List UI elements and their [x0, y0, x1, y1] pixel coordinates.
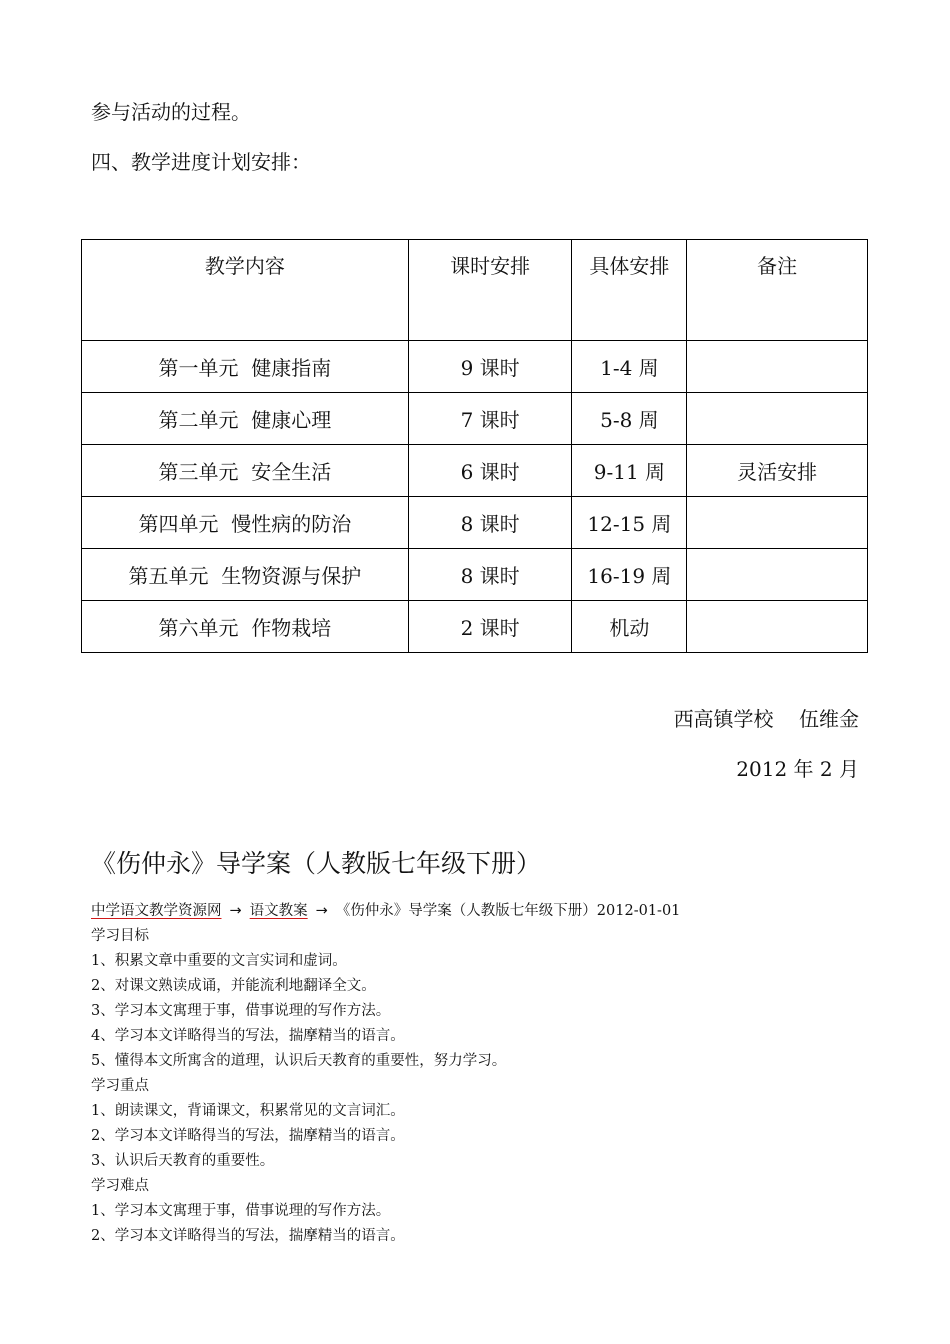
- intro-line: 参与活动的过程。: [91, 100, 251, 124]
- breadcrumb-arrow: →: [229, 903, 242, 919]
- header-cell: 课时安排: [408, 240, 572, 341]
- table-row: [82, 393, 868, 445]
- unit-cell: 第一单元 健康指南: [82, 341, 409, 393]
- weeks-cell: 9-11 周: [572, 445, 687, 497]
- weeks-cell: 机动: [572, 601, 687, 653]
- list-item: 3、认识后天教育的重要性。: [91, 1153, 275, 1169]
- schedule-table: [81, 239, 868, 653]
- list-item: 1、学习本文寓理于事，借事说理的写作方法。: [91, 1203, 391, 1219]
- section-label: 学习重点: [91, 1078, 149, 1094]
- weeks-cell: 1-4 周: [572, 341, 687, 393]
- hours-cell: 2 课时: [408, 601, 572, 653]
- unit-cell: 第三单元 安全生活: [82, 445, 409, 497]
- breadcrumb-category-link[interactable]: 语文教案: [249, 903, 308, 919]
- list-item: 4、学习本文详略得当的写法，揣摩精当的语言。: [91, 1028, 405, 1044]
- breadcrumb-arrow: →: [315, 903, 328, 919]
- table-row: [82, 341, 868, 393]
- article-title: 《伤仲永》导学案（人教版七年级下册）: [91, 849, 542, 878]
- hours-cell: 8 课时: [408, 497, 572, 549]
- signature-date: 2012 年 2 月: [736, 757, 859, 781]
- table-row: [82, 549, 868, 601]
- weeks-cell: 16-19 周: [572, 549, 687, 601]
- list-item: 2、对课文熟读成诵，并能流利地翻译全文。: [91, 978, 376, 994]
- hours-cell: 8 课时: [408, 549, 572, 601]
- signature-author: 西高镇学校 伍维金: [673, 707, 859, 731]
- note-cell: [687, 341, 868, 393]
- list-item: 1、朗读课文，背诵课文，积累常见的文言词汇。: [91, 1103, 405, 1119]
- breadcrumb-site-link[interactable]: 中学语文教学资源网: [91, 903, 222, 919]
- note-cell: 灵活安排: [687, 445, 868, 497]
- section-label: 学习难点: [91, 1178, 149, 1194]
- list-item: 2、学习本文详略得当的写法，揣摩精当的语言。: [91, 1228, 405, 1244]
- breadcrumb: [91, 902, 680, 920]
- unit-cell: 第五单元 生物资源与保护: [82, 549, 409, 601]
- unit-cell: 第二单元 健康心理: [82, 393, 409, 445]
- note-cell: [687, 393, 868, 445]
- hours-cell: 6 课时: [408, 445, 572, 497]
- note-cell: [687, 549, 868, 601]
- list-item: 1、积累文章中重要的文言实词和虚词。: [91, 953, 347, 969]
- section-heading: 四、教学进度计划安排：: [91, 150, 311, 174]
- header-cell: 备注: [687, 240, 868, 341]
- weeks-cell: 12-15 周: [572, 497, 687, 549]
- table-row: [82, 497, 868, 549]
- section-label: 学习目标: [91, 928, 149, 944]
- table-row: [82, 445, 868, 497]
- weeks-cell: 5-8 周: [572, 393, 687, 445]
- note-cell: [687, 601, 868, 653]
- table-row: [82, 601, 868, 653]
- breadcrumb-current: 《伤仲永》导学案（人教版七年级下册）2012-01-01: [335, 903, 681, 919]
- unit-cell: 第四单元 慢性病的防治: [82, 497, 409, 549]
- header-cell: 教学内容: [82, 240, 409, 341]
- hours-cell: 9 课时: [408, 341, 572, 393]
- unit-cell: 第六单元 作物栽培: [82, 601, 409, 653]
- list-item: 2、学习本文详略得当的写法，揣摩精当的语言。: [91, 1128, 405, 1144]
- header-cell: 具体安排: [572, 240, 687, 341]
- list-item: 5、懂得本文所寓含的道理，认识后天教育的重要性，努力学习。: [91, 1053, 507, 1069]
- hours-cell: 7 课时: [408, 393, 572, 445]
- note-cell: [687, 497, 868, 549]
- table-header-row: [82, 240, 868, 341]
- list-item: 3、学习本文寓理于事，借事说理的写作方法。: [91, 1003, 391, 1019]
